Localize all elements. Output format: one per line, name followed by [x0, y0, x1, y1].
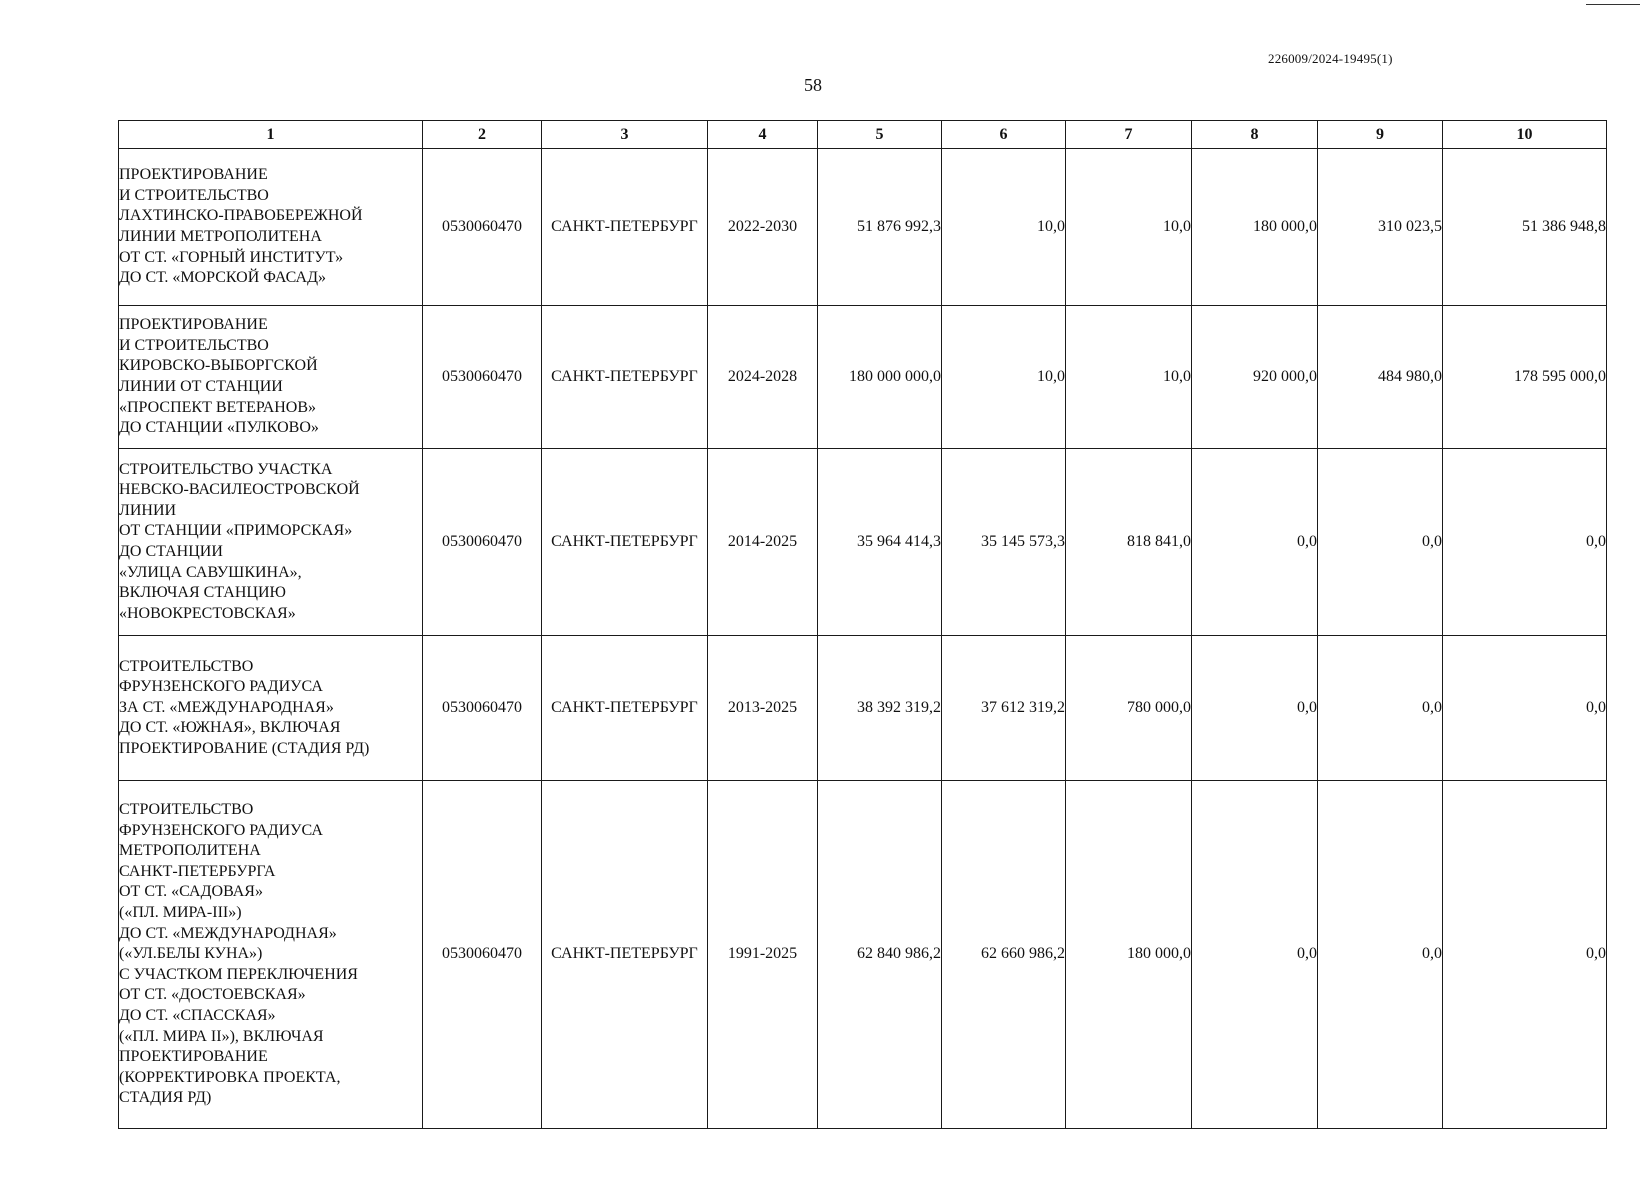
column-header: 10 — [1443, 121, 1607, 149]
project-name-line: КИРОВСКО-ВЫБОРГСКОЙ — [119, 357, 318, 375]
project-name-line: И СТРОИТЕЛЬСТВО — [119, 336, 269, 354]
project-name-line: ЛАХТИНСКО-ПРАВОБЕРЕЖНОЙ — [119, 207, 363, 225]
value-cell-col7: 818 841,0 — [1066, 449, 1192, 636]
project-name-line: СТРОИТЕЛЬСТВО УЧАСТКА — [119, 460, 333, 478]
value-cell-col9: 0,0 — [1318, 449, 1443, 636]
project-name-cell — [119, 636, 423, 781]
document-registration-number: 226009/2024-19495(1) — [1268, 51, 1393, 66]
project-name-line: СТАДИЯ РД) — [119, 1089, 212, 1107]
value-cell-col10: 0,0 — [1443, 781, 1607, 1129]
period-cell: 2014-2025 — [708, 449, 818, 636]
value-cell-col5: 51 876 992,3 — [818, 149, 942, 306]
project-name-line: ПРОЕКТИРОВАНИЕ — [119, 1048, 268, 1066]
period-cell: 1991-2025 — [708, 781, 818, 1129]
value-cell-col6: 62 660 986,2 — [942, 781, 1066, 1129]
table-row — [119, 149, 1607, 306]
project-name-line: С УЧАСТКОМ ПЕРЕКЛЮЧЕНИЯ — [119, 965, 358, 983]
project-name-line: САНКТ-ПЕТЕРБУРГА — [119, 862, 276, 880]
column-number-header-row — [119, 121, 1607, 149]
value-cell-col5: 62 840 986,2 — [818, 781, 942, 1129]
project-name-line: ДО СТАНЦИИ «ПУЛКОВО» — [119, 419, 319, 437]
project-name-line: СТРОИТЕЛЬСТВО — [119, 657, 254, 675]
period-cell: 2024-2028 — [708, 306, 818, 449]
value-cell-col6: 37 612 319,2 — [942, 636, 1066, 781]
project-name-line: ДО СТ. «СПАССКАЯ» — [119, 1006, 276, 1024]
target-code-cell: 0530060470 — [423, 636, 542, 781]
value-cell-col5: 35 964 414,3 — [818, 449, 942, 636]
region-cell: САНКТ-ПЕТЕРБУРГ — [542, 149, 708, 306]
project-name-line: ЛИНИИ — [119, 501, 177, 519]
target-code-cell: 0530060470 — [423, 149, 542, 306]
column-header: 2 — [423, 121, 542, 149]
value-cell-col8: 0,0 — [1192, 781, 1318, 1129]
page-number: 58 — [804, 75, 822, 95]
project-name-line: ВКЛЮЧАЯ СТАНЦИЮ — [119, 584, 286, 602]
project-name-cell — [119, 781, 423, 1129]
value-cell-col10: 0,0 — [1443, 449, 1607, 636]
column-header: 5 — [818, 121, 942, 149]
region-cell: САНКТ-ПЕТЕРБУРГ — [542, 781, 708, 1129]
project-name-line: СТРОИТЕЛЬСТВО — [119, 801, 254, 819]
value-cell-col10: 0,0 — [1443, 636, 1607, 781]
region-cell: САНКТ-ПЕТЕРБУРГ — [542, 449, 708, 636]
value-cell-col8: 0,0 — [1192, 636, 1318, 781]
project-name-cell — [119, 149, 423, 306]
project-name-line: ФРУНЗЕНСКОГО РАДИУСА — [119, 678, 323, 696]
value-cell-col10: 178 595 000,0 — [1443, 306, 1607, 449]
target-code-cell: 0530060470 — [423, 306, 542, 449]
value-cell-col7: 10,0 — [1066, 149, 1192, 306]
project-name-line: ДО СТ. «МОРСКОЙ ФАСАД» — [119, 269, 326, 287]
project-name-line: «УЛИЦА САВУШКИНА», — [119, 563, 302, 581]
column-header: 1 — [119, 121, 423, 149]
project-name-line: (КОРРЕКТИРОВКА ПРОЕКТА, — [119, 1068, 341, 1086]
project-name-cell — [119, 449, 423, 636]
value-cell-col8: 920 000,0 — [1192, 306, 1318, 449]
project-name-line: ПРОЕКТИРОВАНИЕ — [119, 316, 268, 334]
project-name-line: ФРУНЗЕНСКОГО РАДИУСА — [119, 821, 323, 839]
value-cell-col9: 484 980,0 — [1318, 306, 1443, 449]
column-header: 3 — [542, 121, 708, 149]
value-cell-col6: 10,0 — [942, 306, 1066, 449]
project-name-line: ЗА СТ. «МЕЖДУНАРОДНАЯ» — [119, 698, 334, 716]
column-header: 6 — [942, 121, 1066, 149]
project-name-line: НЕВСКО-ВАСИЛЕОСТРОВСКОЙ — [119, 481, 360, 499]
project-name-line: ПРОЕКТИРОВАНИЕ (СТАДИЯ РД) — [119, 739, 370, 757]
value-cell-col6: 10,0 — [942, 149, 1066, 306]
value-cell-col9: 310 023,5 — [1318, 149, 1443, 306]
project-name-line: ОТ СТ. «ГОРНЫЙ ИНСТИТУТ» — [119, 248, 344, 266]
project-name-line: («ПЛ. МИРА-III») — [119, 904, 242, 922]
value-cell-col9: 0,0 — [1318, 636, 1443, 781]
value-cell-col7: 10,0 — [1066, 306, 1192, 449]
column-header: 8 — [1192, 121, 1318, 149]
period-cell: 2013-2025 — [708, 636, 818, 781]
project-name-line: ДО СТАНЦИИ — [119, 543, 223, 560]
table-row — [119, 306, 1607, 449]
scan-edge-line — [1586, 4, 1640, 5]
project-name-line: ДО СТ. «ЮЖНАЯ», ВКЛЮЧАЯ — [119, 719, 341, 737]
project-name-line: («УЛ.БЕЛЫ КУНА») — [119, 945, 263, 963]
project-name-line: ОТ СТ. «ДОСТОЕВСКАЯ» — [119, 986, 306, 1004]
project-name-line: ОТ СТ. «САДОВАЯ» — [119, 883, 263, 901]
column-header: 4 — [708, 121, 818, 149]
value-cell-col7: 180 000,0 — [1066, 781, 1192, 1129]
project-name-line: ДО СТ. «МЕЖДУНАРОДНАЯ» — [119, 924, 337, 942]
value-cell-col5: 180 000 000,0 — [818, 306, 942, 449]
project-name-line: «ПРОСПЕКТ ВЕТЕРАНОВ» — [119, 398, 317, 416]
project-name-line: ПРОЕКТИРОВАНИЕ — [119, 166, 268, 184]
table-row — [119, 636, 1607, 781]
value-cell-col8: 0,0 — [1192, 449, 1318, 636]
project-name-line: («ПЛ. МИРА II»), ВКЛЮЧАЯ — [119, 1027, 324, 1045]
project-name-line: ОТ СТАНЦИИ «ПРИМОРСКАЯ» — [119, 522, 353, 540]
project-name-line: И СТРОИТЕЛЬСТВО — [119, 186, 269, 204]
target-code-cell: 0530060470 — [423, 449, 542, 636]
project-name-line: ЛИНИИ ОТ СТАНЦИИ — [119, 378, 283, 395]
value-cell-col10: 51 386 948,8 — [1443, 149, 1607, 306]
table-row — [119, 449, 1607, 636]
value-cell-col9: 0,0 — [1318, 781, 1443, 1129]
project-name-line: «НОВОКРЕСТОВСКАЯ» — [119, 604, 296, 622]
region-cell: САНКТ-ПЕТЕРБУРГ — [542, 306, 708, 449]
column-header: 9 — [1318, 121, 1443, 149]
value-cell-col5: 38 392 319,2 — [818, 636, 942, 781]
project-name-cell — [119, 306, 423, 449]
project-name-line: МЕТРОПОЛИТЕНА — [119, 842, 261, 860]
project-name-line: ЛИНИИ МЕТРОПОЛИТЕНА — [119, 228, 322, 245]
value-cell-col8: 180 000,0 — [1192, 149, 1318, 306]
table-row — [119, 781, 1607, 1129]
budget-table — [118, 120, 1607, 1129]
region-cell: САНКТ-ПЕТЕРБУРГ — [542, 636, 708, 781]
period-cell: 2022-2030 — [708, 149, 818, 306]
value-cell-col6: 35 145 573,3 — [942, 449, 1066, 636]
value-cell-col7: 780 000,0 — [1066, 636, 1192, 781]
column-header: 7 — [1066, 121, 1192, 149]
target-code-cell: 0530060470 — [423, 781, 542, 1129]
